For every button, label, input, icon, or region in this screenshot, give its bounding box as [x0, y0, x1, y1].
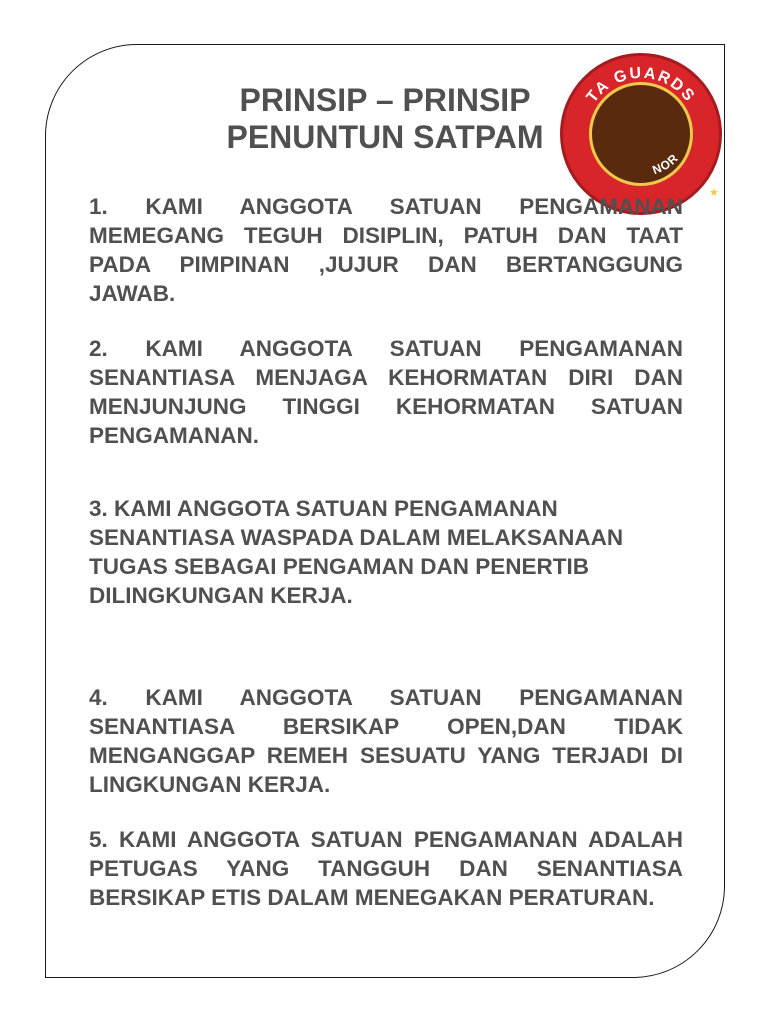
- principle-3: 3. KAMI ANGGOTA SATUAN PENGAMANAN SENANTIASA WASPADA DALAM MELAKSANAAN TUGAS SEBAGAI PENGAMAN DAN PENERTIB DILINGKUNGAN KERJA.: [89, 496, 624, 608]
- logo-text-top: TA GUARDS: [583, 64, 699, 106]
- principle-4: 4. KAMI ANGGOTA SATUAN PENGAMANAN SENANTIASA BERSIKAP OPEN,DAN TIDAK MENGANGGAP REMEH SESUATU YANG TERJADI DI LINGKUNGAN KERJA.: [89, 685, 683, 797]
- title-line-1: PRINSIP – PRINSIP: [239, 82, 531, 118]
- principle-1: 1. KAMI ANGGOTA SATUAN PENGAMANAN MEMEGANG TEGUH DISIPLIN, PATUH DAN TAAT PADA PIMPINAN ,JUJUR DAN BERTANGGUNG JAWAB.: [89, 194, 683, 306]
- logo-text-bottom: NOR: [650, 150, 682, 178]
- principle-2: 2. KAMI ANGGOTA SATUAN PENGAMANAN SENANTIASA MENJAGA KEHORMATAN DIRI DAN MENJUNJUNG TINGGI KEHORMATAN SATUAN PENGAMANAN.: [89, 336, 683, 448]
- principle-5: 5. KAMI ANGGOTA SATUAN PENGAMANAN ADALAH PETUGAS YANG TANGGUH DAN SENANTIASA BERSIKAP ETIS DALAM MENEGAKAN PERATURAN.: [89, 827, 683, 910]
- page-title: [130, 82, 640, 156]
- title-line-2: PENUNTUN SATPAM: [226, 119, 544, 155]
- logo-star-icon: ★: [709, 187, 719, 199]
- svg-text:NOR: [650, 151, 681, 177]
